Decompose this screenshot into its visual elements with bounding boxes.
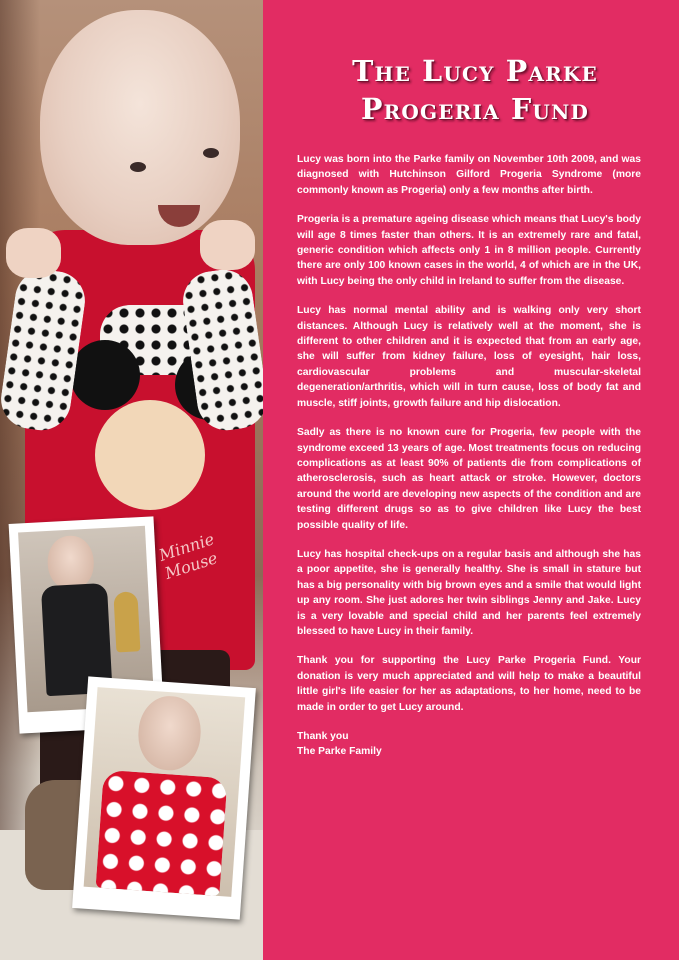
paragraph-ability: Lucy has normal mental ability and is walking only very short distances. Although Lucy is relatively well at the moment, she is different to other children and it is expected that from an early age, she will suffer from kidney failure, loss of eyesight, hair loss, cardiovascular problems and muscular-skeletal degeneration/arthritis, which will in turn cause, loss of body fat and muscle, stiff joints, growth failure and hip dislocation.: [297, 305, 641, 409]
polka-dot-dress: [96, 770, 228, 896]
polaroid-dress-photo: [72, 676, 256, 919]
page-title: [281, 52, 669, 128]
hand-right: [200, 220, 255, 270]
smile: [158, 205, 200, 227]
shirt-text: Minnie Mouse: [156, 529, 220, 583]
letter-body: [297, 152, 641, 774]
main-photo: [0, 0, 263, 960]
paragraph-thanks: Thank you for supporting the Lucy Parke Progeria Fund. Your donation is very much appreciated and will help to make a beautiful little girl's life easier for her as adaptations, to her home, need to be made in order to get Lucy around.: [297, 655, 641, 713]
signoff-thanks: Thank you: [297, 731, 349, 742]
title-line-1: The Lucy Parke: [352, 54, 598, 88]
paragraph-prognosis: Sadly as there is no known cure for Progeria, few people with the syndrome exceed 13 years of age. Most treatments focus on reducing complications as at least 90% of patients die from complications of atherosclerosis, such as heart attack or stroke. However, doctors around the world are developing new aspects of the condition and are testing different drugs so as to give children like Lucy the best possible quality of life.: [297, 427, 641, 531]
signoff: [297, 729, 641, 760]
eye-left: [130, 162, 146, 172]
trophy: [113, 591, 140, 652]
minnie-face: [95, 400, 205, 510]
dress-photo-image: [84, 687, 246, 897]
paragraph-personality: Lucy has hospital check-ups on a regular basis and although she has a poor appetite, she is generally healthy. She is small in stature but has a big personality with big brown eyes and a smile that would light up any room. She just adores her twin siblings Jenny and Jake. Lucy is a very lovable and special child and her parents feel extremely blessed to have Lucy in their family.: [297, 548, 641, 637]
minnie-ear-left: [70, 340, 140, 410]
content-panel: [263, 0, 679, 960]
hand-left: [6, 228, 61, 278]
title-line-2: Progeria Fund: [360, 92, 590, 126]
eye-right: [203, 148, 219, 158]
signoff-family: The Parke Family: [297, 746, 382, 758]
kid-head: [46, 535, 95, 591]
paragraph-disease: Progeria is a premature ageing disease which means that Lucy's body will age 8 times faster than others. It is an extremely rare and fatal, generic condition which affects only 1 in 8 million people. Currently there are only 100 known cases in the world, 4 of which are in the UK, with Lucy being the only child in Ireland to suffer from the disease.: [297, 214, 641, 287]
paragraph-birth: Lucy was born into the Parke family on November 10th 2009, and was diagnosed with Hutchinson Gilford Progeria Syndrome (more commonly known as Progeria) only a few months after birth.: [297, 154, 641, 196]
child-head: [40, 10, 240, 245]
kid-head: [136, 694, 203, 772]
